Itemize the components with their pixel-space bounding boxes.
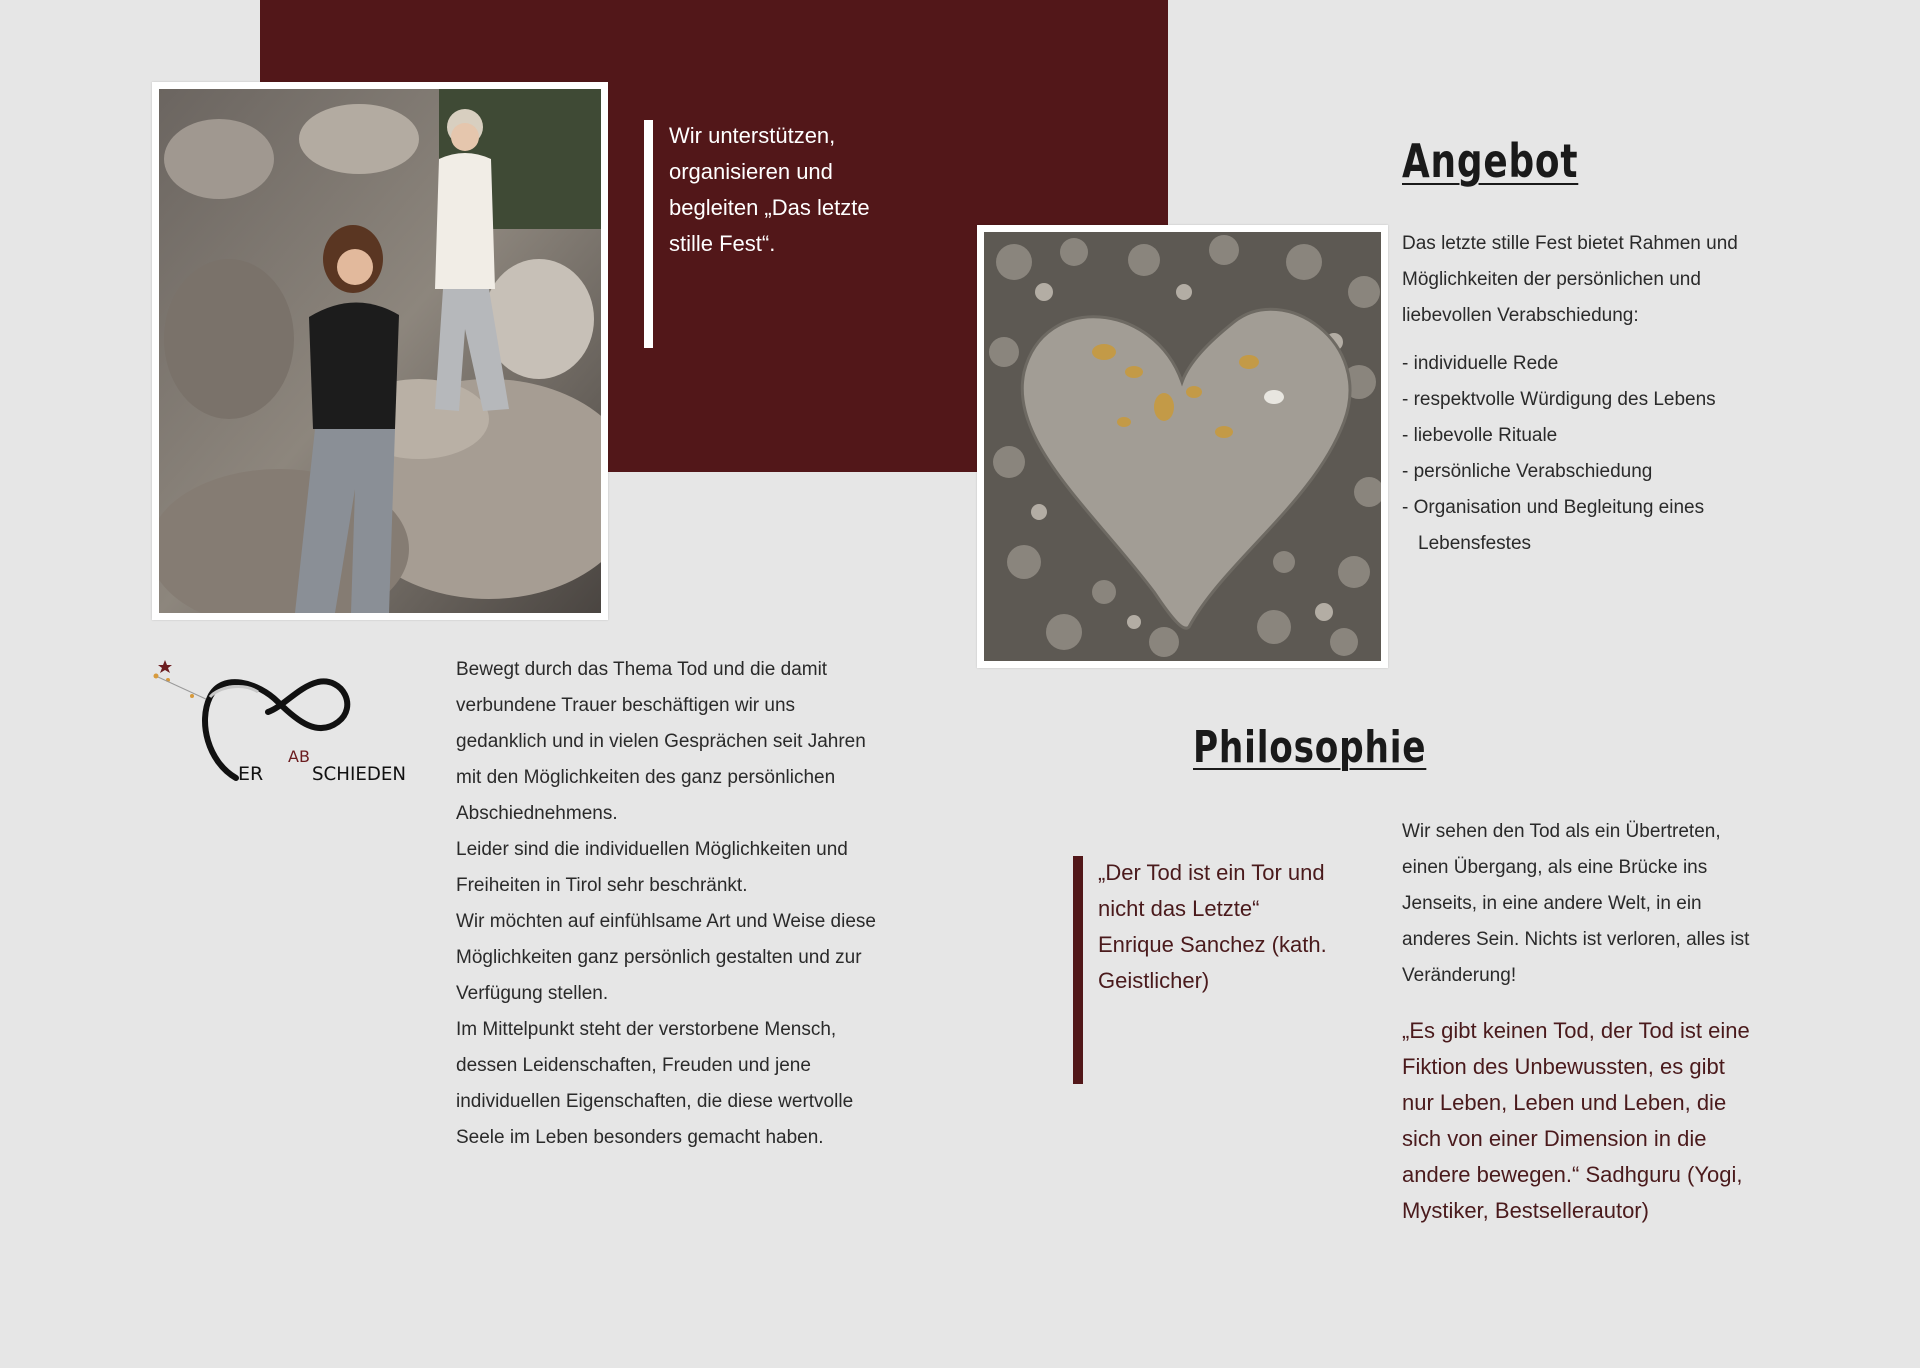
verabschieden-logo [148,652,410,794]
main-text [456,652,876,1156]
list-item: - persönliche Verabschiedung [1402,461,1653,482]
logo-er: ER [238,763,264,785]
list-item [1402,526,1782,562]
main-paragraph: Bewegt durch das Thema Tod und die damit verbundene Trauer beschäftigen wir uns gedanklich und in vielen Gesprächen seit Jahren mit den Möglichkeiten des ganz persönlichen Abschiednehmens. [456,659,866,824]
logo-ab: AB [288,747,310,766]
main-paragraph: Leider sind die individuellen Möglichkeiten und Freiheiten in Tirol sehr beschränkt. [456,839,848,896]
heart-stone-photo [977,225,1388,668]
heart-stone-image [984,232,1381,661]
logo-schieden: SCHIEDEN [312,763,406,785]
intro-accent-bar [644,120,653,348]
women-photo [152,82,608,620]
women-photo-image [159,89,601,613]
list-item: - individuelle Rede [1402,353,1559,374]
main-paragraph: Im Mittelpunkt steht der verstorbene Mensch, dessen Leidenschaften, Freuden und jene individuellen Eigenschaften, die diese wertvolle Seele im Leben besonders gemacht haben. [456,1019,854,1148]
angebot-list [1402,346,1782,562]
sadhguru-quote: „Es gibt keinen Tod, der Tod ist eine Fiktion des Unbewussten, es gibt nur Leben, Leben und Leben, die sich von einer Dimension in die andere bewegen.“ Sadhguru (Yogi, Mystiker, Bestsellerautor) [1402,1018,1750,1223]
list-item-continuation: Lebensfestes [1418,533,1532,554]
angebot-heading: Angebot [1402,134,1579,188]
list-item: - Organisation und Begleitung eines [1402,497,1705,518]
quote-accent-bar [1073,856,1083,1084]
list-item: - liebevolle Rituale [1402,425,1558,446]
philosophie-text: Wir sehen den Tod als ein Übertreten, einen Übergang, als eine Brücke ins Jenseits, in eine andere Welt, in ein anderes Sein. Nichts ist verloren, alles ist Veränderung! [1402,821,1750,986]
philosophie-heading: Philosophie [1193,722,1427,773]
angebot-intro-text: Das letzte stille Fest bietet Rahmen und Möglichkeiten der persönlichen und liebevollen Verabschiedung: [1402,233,1738,326]
infinity-logo-mark [148,652,410,794]
list-item: - respektvolle Würdigung des Lebens [1402,389,1716,410]
main-paragraph: Wir möchten auf einfühlsame Art und Weise diese Möglichkeiten ganz persönlich gestalten und zur Verfügung stellen. [456,911,876,1004]
sanchez-quote: „Der Tod ist ein Tor und nicht das Letzte“ Enrique Sanchez (kath. Geistlicher) [1098,860,1327,993]
intro-statement: Wir unterstützen, organisieren und begleiten „Das letzte stille Fest“. [669,123,870,256]
